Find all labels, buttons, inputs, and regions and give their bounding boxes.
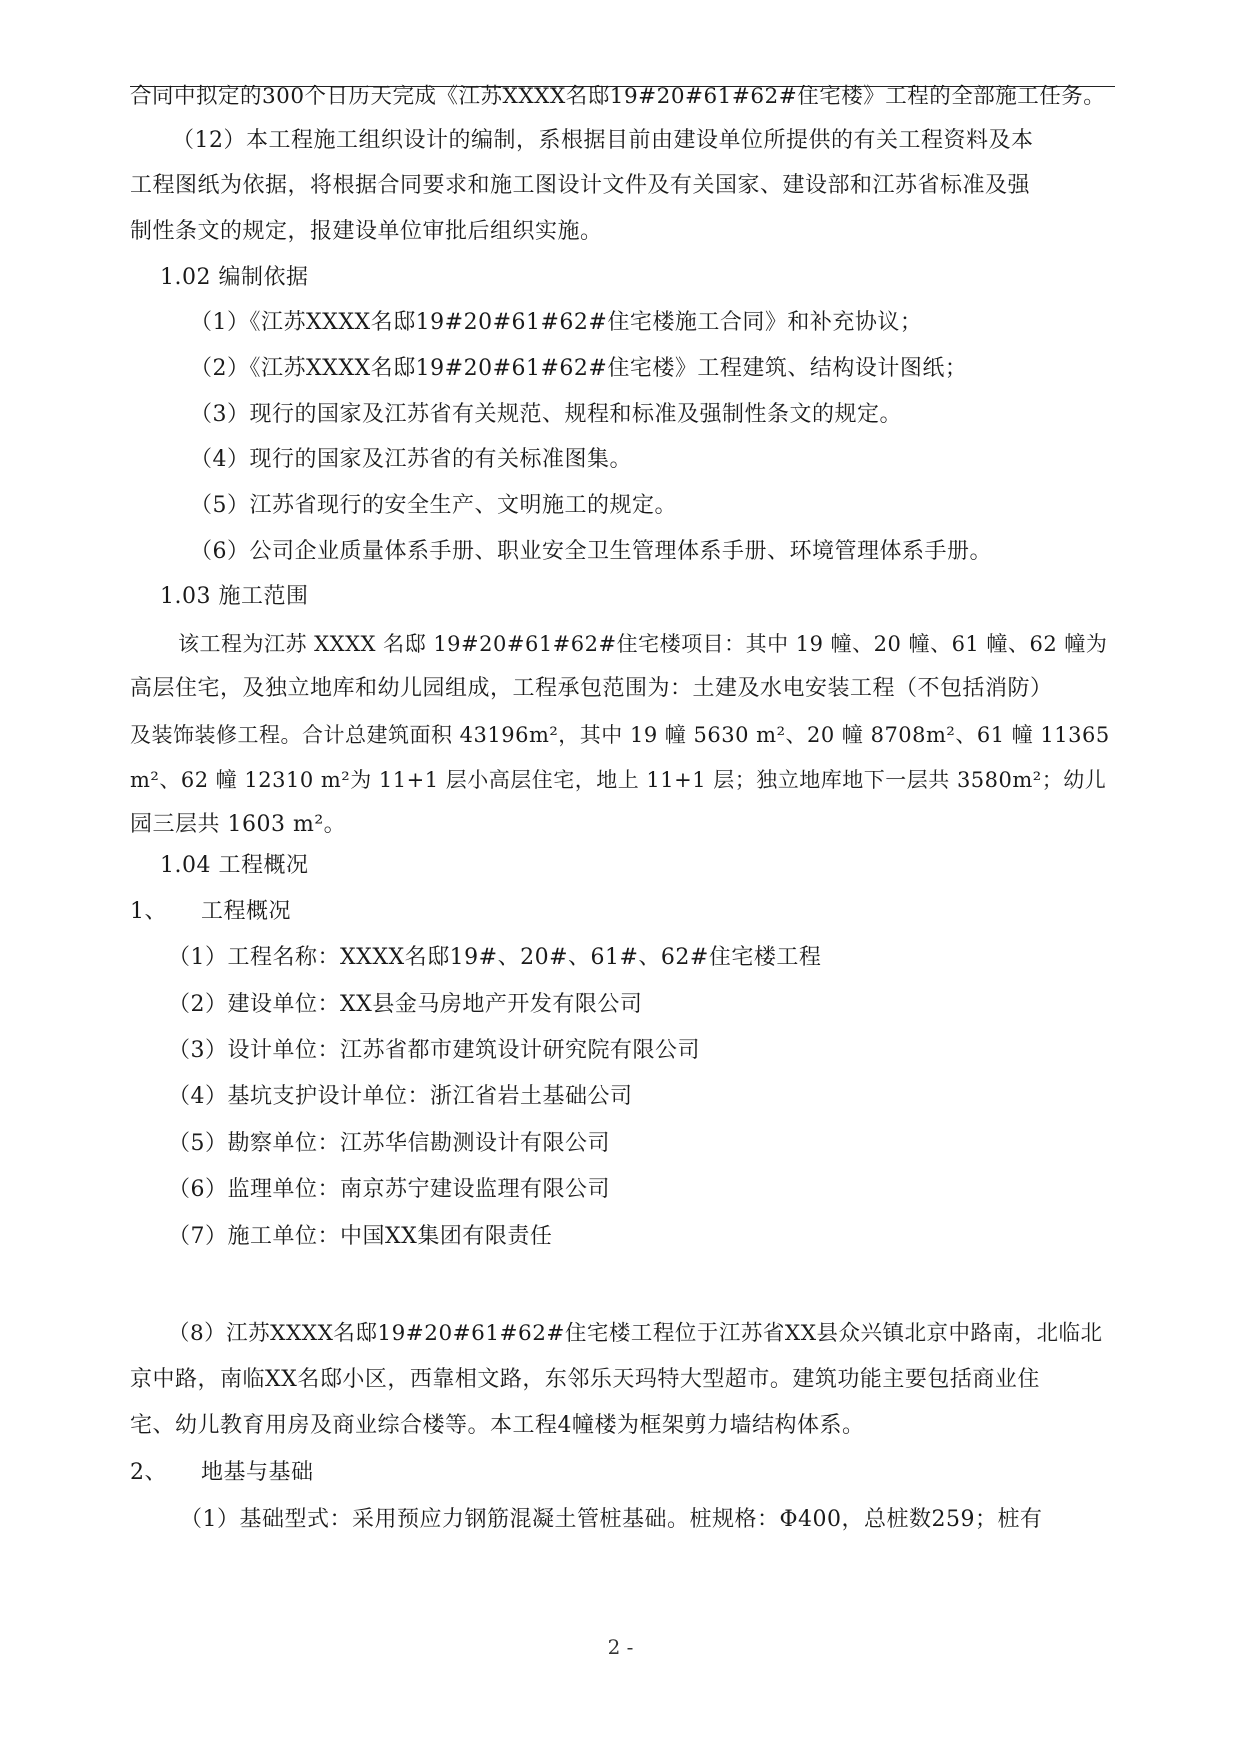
list-item: （1）《江苏XXXX名邸19#20#61#62#住宅楼施工合同》和补充协议； (190, 310, 923, 335)
text-line: （12）本工程施工组织设计的编制，系根据目前由建设单位所提供的有关工程资料及本 (172, 128, 1034, 153)
text-line: 工程图纸为依据，将根据合同要求和施工图设计文件及有关国家、建设部和江苏省标准及强 (130, 173, 1031, 198)
list-item: （7）施工单位：中国XX集团有限责任 (168, 1224, 553, 1249)
list-item: （3）现行的国家及江苏省有关规范、规程和标准及强制性条文的规定。 (190, 402, 902, 427)
text-line: 合同中拟定的300个日历天完成《江苏XXXX名邸19#20#61#62#住宅楼》工程的全部施工任务。 (130, 84, 1106, 109)
text-line: m²、62 幢 12310 m²为 11+1 层小高层住宅，地上 11+1 层；独立地库地下一层共 3580m²；幼儿 (130, 768, 1107, 792)
text-line: 该工程为江苏 XXXX 名邸 19#20#61#62#住宅楼项目：其中 19 幢、20 幢、61 幢、62 幢为 (178, 632, 1108, 656)
section-heading: 1.02 编制依据 (160, 265, 309, 290)
list-item: （6）公司企业质量体系手册、职业安全卫生管理体系手册、环境管理体系手册。 (190, 539, 992, 564)
sub-heading: 2、 地基与基础 (130, 1460, 314, 1485)
list-item: （1）基础型式：采用预应力钢筋混凝土管桩基础。桩规格：Φ400，总桩数259；桩有 (180, 1507, 1043, 1532)
list-item: （2）《江苏XXXX名邸19#20#61#62#住宅楼》工程建筑、结构设计图纸； (190, 356, 968, 381)
text-line: 高层住宅，及独立地库和幼儿园组成，工程承包范围为：土建及水电安装工程（不包括消防） (130, 676, 1053, 701)
list-item: （3）设计单位：江苏省都市建筑设计研究院有限公司 (168, 1038, 700, 1063)
section-heading: 1.03 施工范围 (160, 584, 309, 609)
sub-heading: 1、 工程概况 (130, 899, 291, 924)
list-item: （4）基坑支护设计单位：浙江省岩土基础公司 (168, 1084, 633, 1109)
text-line: 及装饰装修工程。合计总建筑面积 43196m²，其中 19 幢 5630 m²、20 幢 8708m²、61 幢 11365 (130, 723, 1110, 747)
text-line: （8）江苏XXXX名邸19#20#61#62#住宅楼工程位于江苏省XX县众兴镇北京中路南，北临北 (168, 1321, 1103, 1346)
list-item: （1）工程名称：XXXX名邸19#、20#、61#、62#住宅楼工程 (168, 945, 822, 970)
page-number: 2 - (607, 1635, 634, 1659)
list-item: （5）勘察单位：江苏华信勘测设计有限公司 (168, 1131, 610, 1156)
text-line: 宅、幼儿教育用房及商业综合楼等。本工程4幢楼为框架剪力墙结构体系。 (130, 1413, 865, 1438)
section-heading: 1.04 工程概况 (160, 853, 309, 878)
list-item: （4）现行的国家及江苏省的有关标准图集。 (190, 447, 632, 472)
text-line: 制性条文的规定，报建设单位审批后组织实施。 (130, 219, 603, 244)
list-item: （2）建设单位：XX县金马房地产开发有限公司 (168, 992, 643, 1017)
list-item: （6）监理单位：南京苏宁建设监理有限公司 (168, 1177, 610, 1202)
text-line: 园三层共 1603 m²。 (130, 812, 347, 837)
list-item: （5）江苏省现行的安全生产、文明施工的规定。 (190, 493, 677, 518)
text-line: 京中路，南临XX名邸小区，西靠相文路，东邻乐天玛特大型超市。建筑功能主要包括商业住 (130, 1367, 1040, 1392)
